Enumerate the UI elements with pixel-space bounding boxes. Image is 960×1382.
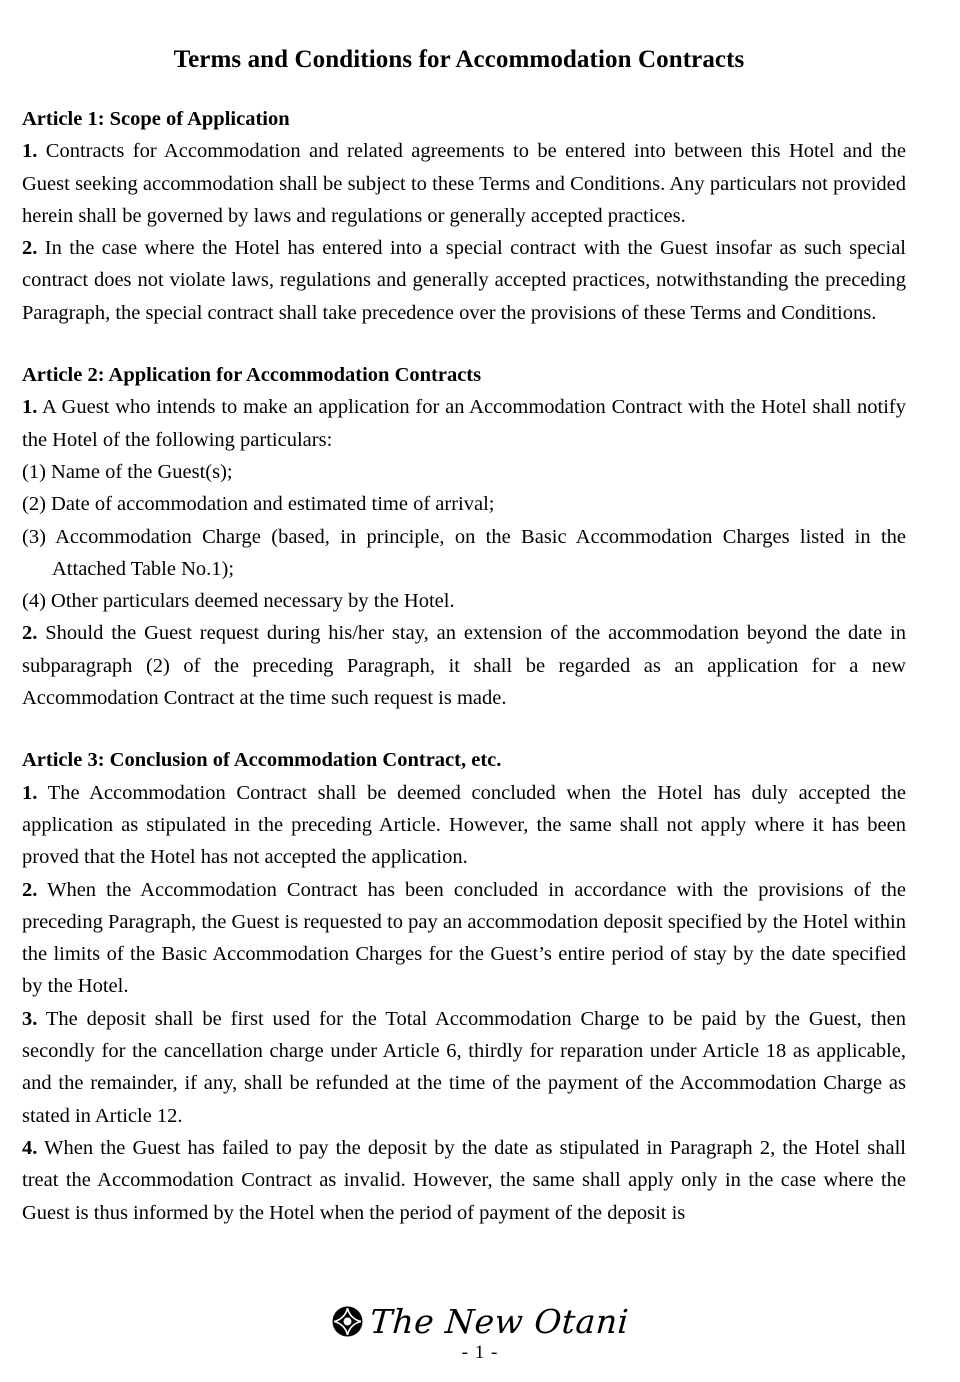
paragraph [22,617,906,714]
paragraph-number: 1. [22,140,38,163]
article-heading-1: Article 1: Scope of Application [22,108,290,130]
paragraph-text: When the Guest has failed to pay the deposit by the date as stipulated in Paragraph 2, the Hotel shall treat the Accommodation Contract as invalid. However, the same shall apply only in the case where the Guest is thus informed by the Hotel when the period of payment of the deposit is [22,1136,906,1224]
paragraph-number: 1. [22,396,38,419]
paragraph [22,135,906,232]
list-item: (3) Accommodation Charge (based, in principle, on the Basic Accommodation Charges listed in the Attached Table No.1); [22,525,906,580]
paragraph [22,777,906,874]
paragraph-number: 4. [22,1136,38,1159]
list-item: (4) Other particulars deemed necessary by the Hotel. [22,590,455,613]
paragraph-number: 1. [22,781,38,804]
paragraph [22,391,906,456]
paragraph-text: A Guest who intends to make an application for an Accommodation Contract with the Hotel shall notify the Hotel of the following particulars: [22,396,906,451]
article-section-2 [22,359,906,714]
paragraph-text: When the Accommodation Contract has been concluded in accordance with the provisions of the preceding Paragraph, the Guest is requested to pay an accommodation deposit specified by the Hotel within the limits of the Basic Accommodation Charges for the Guest’s entire period of stay by the date specified by the Hotel. [22,878,906,998]
paragraph-number: 3. [22,1007,38,1030]
paragraph-text: The deposit shall be first used for the Total Accommodation Charge to be paid by the Guest, then secondly for the cancellation charge under Article 6, thirdly for reparation under Article 18 as applicable, and the remainder, if any, shall be refunded at the time of the payment of the Accommodation Charge as stated in Article 12. [22,1007,906,1127]
article-section-1 [22,103,906,329]
article-section-3 [22,744,906,1228]
paragraph-text: The Accommodation Contract shall be deemed concluded when the Hotel has duly accepted the application as stipulated in the preceding Article. However, the same shall not apply where it has been proved that the Hotel has not accepted the application. [22,781,906,869]
paragraph [22,1003,906,1132]
paragraph [22,232,906,329]
paragraph-number: 2. [22,622,38,645]
paragraph-number: 2. [22,878,38,901]
list-item: (1) Name of the Guest(s); [22,460,233,483]
page-number: - 1 - [461,1342,499,1363]
paragraph [22,874,906,1003]
hotel-logo-text: The New Otani [368,1301,630,1341]
paragraph-number: 2. [22,237,38,260]
article-heading-2: Article 2: Application for Accommodation Contracts [22,364,482,387]
page-footer [0,1298,960,1364]
hotel-logo [0,1298,960,1344]
paragraph [22,1132,906,1229]
paragraph-text: In the case where the Hotel has entered into a special contract with the Guest insofar as such special contract does not violate laws, regulations and generally accepted practices, notwithstanding the preceding Paragraph, the special contract shall take precedence over the provisions of these Terms and Conditions. [22,237,906,324]
paragraph-text: Should the Guest request during his/her stay, an extension of the accommodation beyond the date in subparagraph (2) of the preceding Paragraph, it shall be regarded as an application for a new Accommodation Contract at the time such request is made. [22,622,906,710]
page-title: Terms and Conditions for Accommodation Contracts [173,46,745,73]
paragraph-text: Contracts for Accommodation and related agreements to be entered into between this Hotel and the Guest seeking accommodation shall be subject to these Terms and Conditions. Any particulars not provided herein shall be governed by laws and regulations or generally accepted practices. [22,140,906,227]
list-item: (2) Date of accommodation and estimated time of arrival; [22,493,495,516]
diamond-star-emblem-icon [332,1306,363,1337]
article-heading-3: Article 3: Conclusion of Accommodation Contract, etc. [22,749,502,772]
